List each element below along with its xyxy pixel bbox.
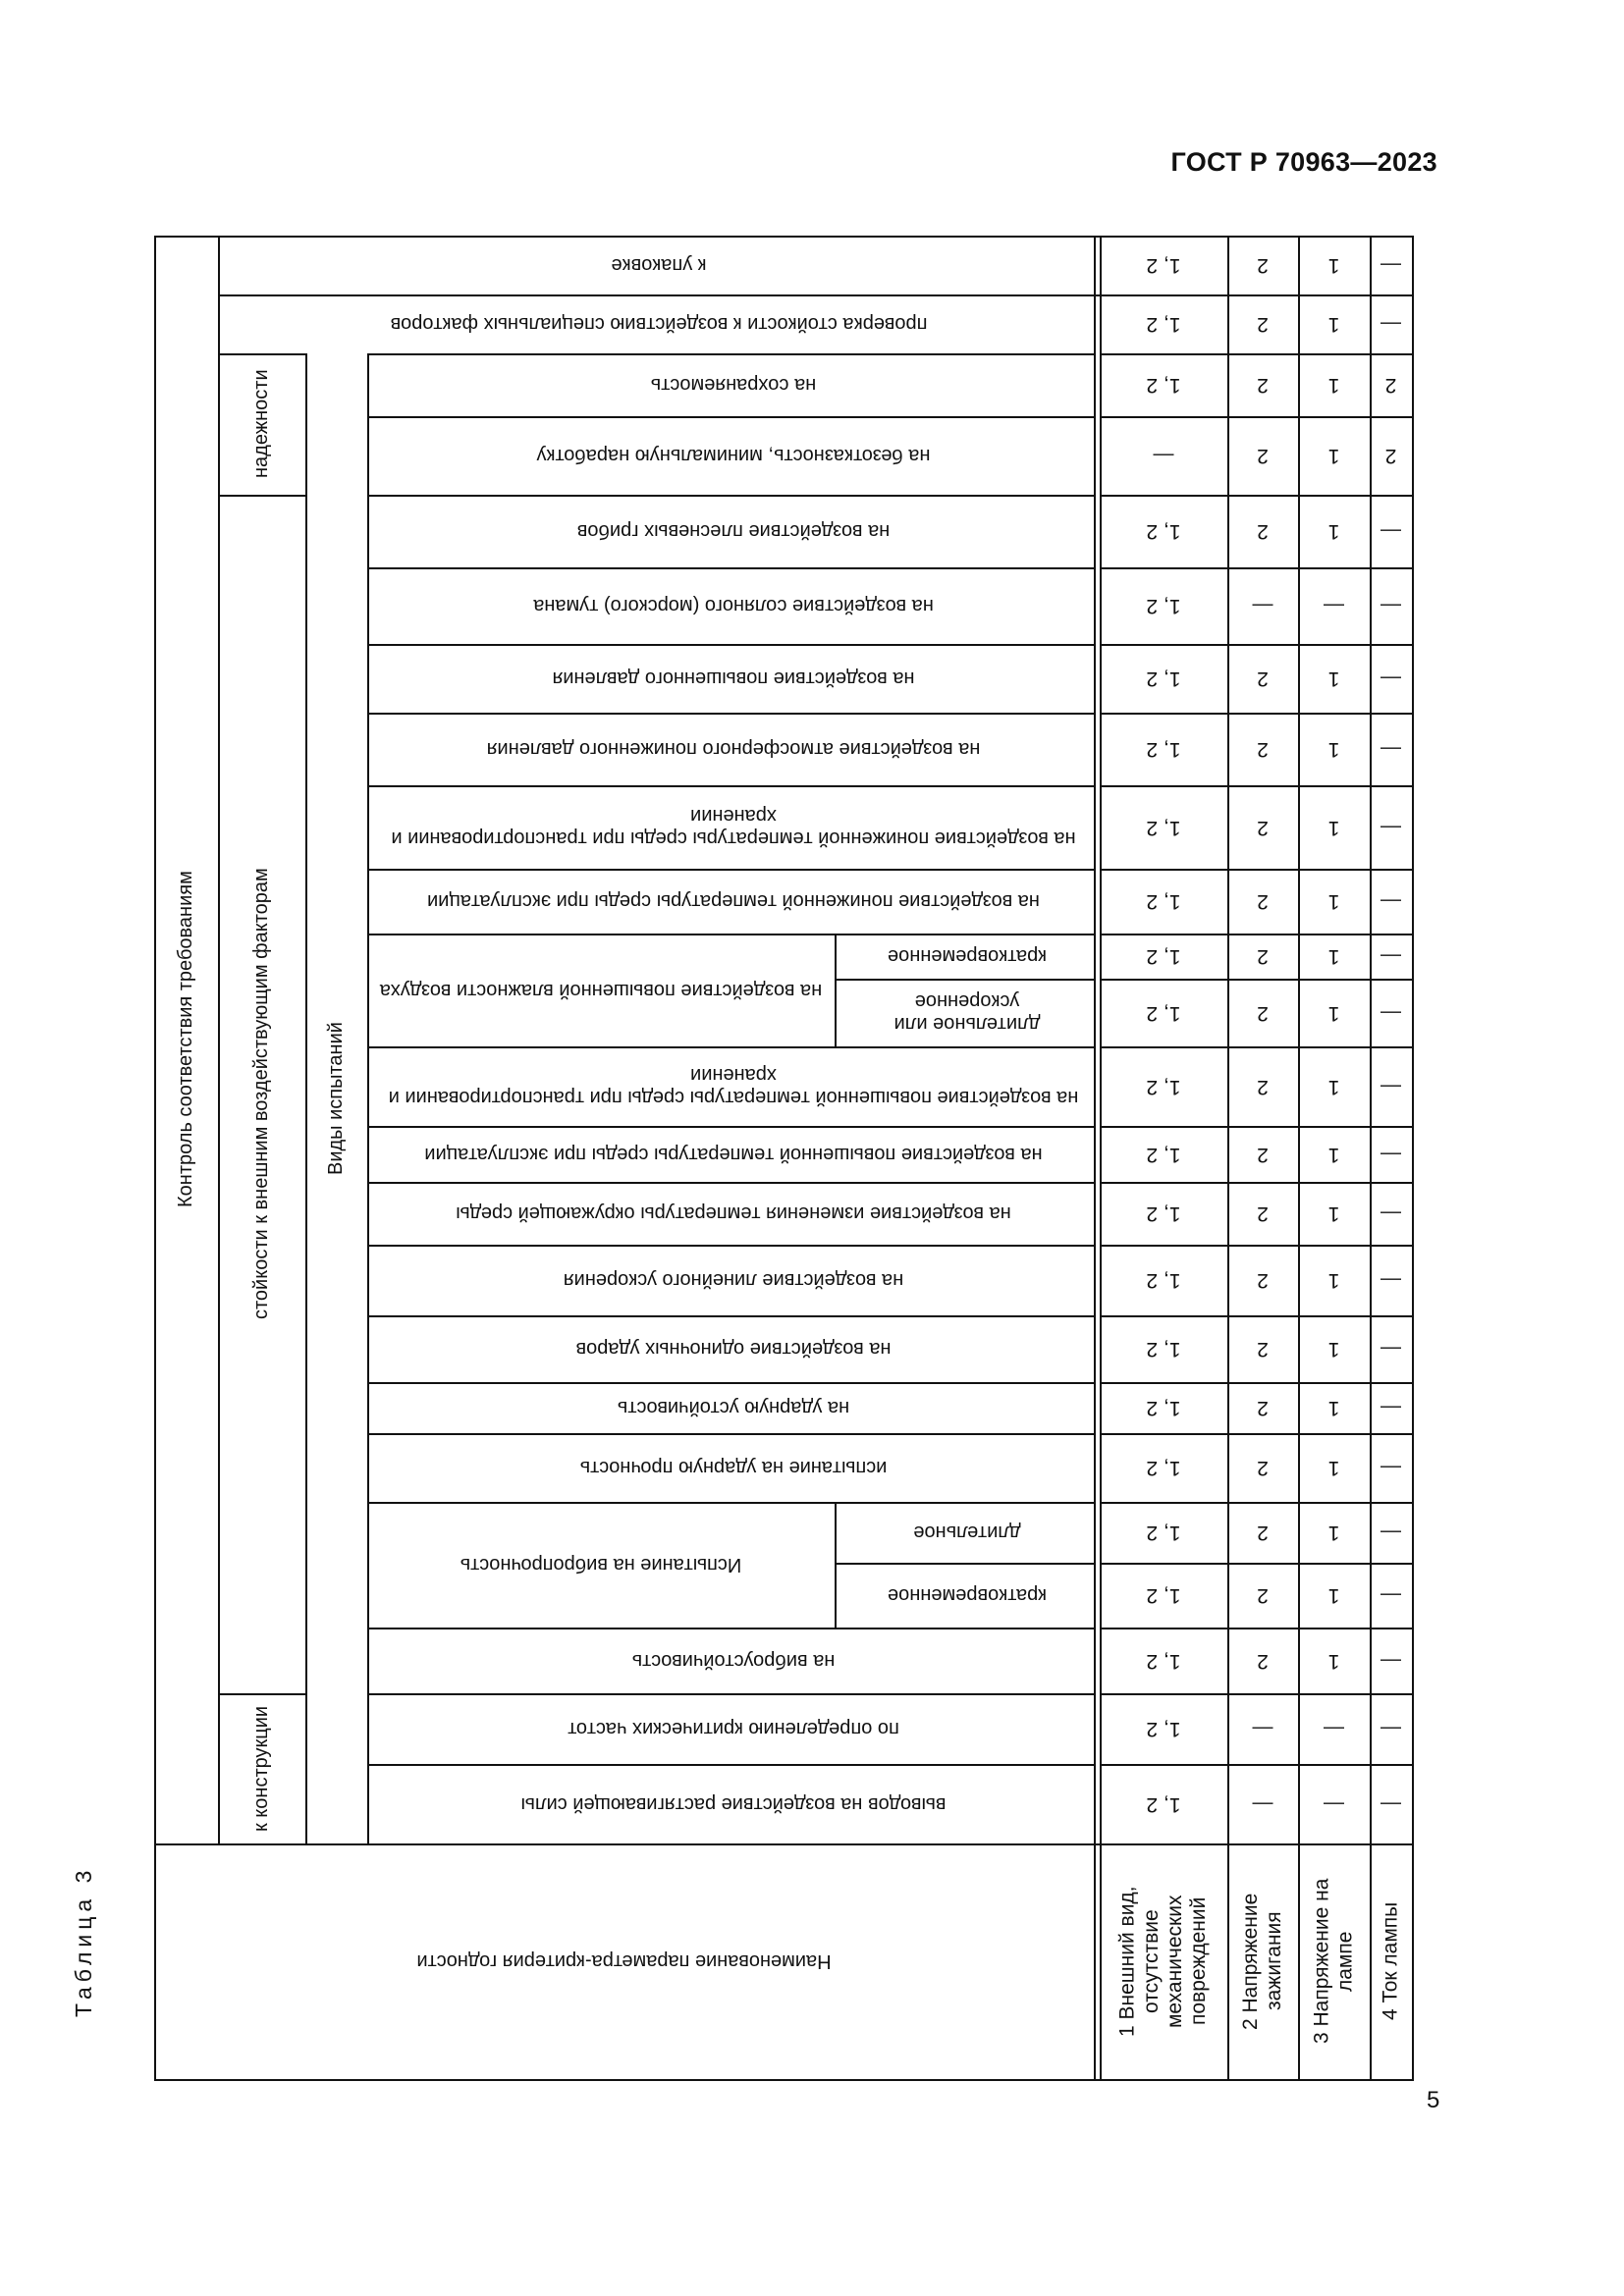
param-col-header: 3 Напряжение на лампе xyxy=(1310,1878,1357,2045)
row-value: 1 xyxy=(1327,1075,1340,1098)
row-value: — xyxy=(1252,1718,1273,1741)
row-value: — xyxy=(1380,738,1401,762)
group-reliability: надежности xyxy=(250,369,272,479)
row-value: 2 xyxy=(1257,520,1269,544)
param-col-header: 1 Внешний вид, отсутствие механических повреждений xyxy=(1115,1886,1211,2037)
row-label: на воздействие повышенного давления xyxy=(552,667,915,690)
row-value: 2 xyxy=(1257,890,1269,914)
row-label: на воздействие изменения температуры окружающей среды xyxy=(456,1202,1011,1225)
row-value: — xyxy=(1380,254,1401,278)
row-label: на сохраняемость xyxy=(650,374,817,397)
row-value: 1, 2 xyxy=(1146,520,1181,544)
row-value: 2 xyxy=(1257,1269,1269,1293)
row-value: 1, 2 xyxy=(1146,816,1181,839)
row-value: 1 xyxy=(1327,1522,1340,1545)
test-types-label: Виды испытаний xyxy=(325,1022,347,1175)
row-value: 1, 2 xyxy=(1146,667,1181,691)
table-rule xyxy=(835,1502,837,1628)
row-label: проверка стойкости к воздействию специальных факторов xyxy=(390,313,928,336)
group-construction: к конструкции xyxy=(250,1705,272,1832)
row-value: — xyxy=(1380,1143,1401,1166)
row-value: 2 xyxy=(1257,816,1269,839)
table-caption: Таблица 3 xyxy=(71,1865,96,2017)
row-value: 1 xyxy=(1327,1269,1340,1293)
row-value: — xyxy=(1380,667,1401,691)
row-value: 1, 2 xyxy=(1146,1143,1181,1166)
row-value: — xyxy=(1252,1792,1273,1816)
row-value: — xyxy=(1252,595,1273,618)
row-label: на воздействие повышенной температуры среды при эксплуатации xyxy=(424,1144,1043,1165)
row-label: на воздействие соляного (морского) тумана xyxy=(533,595,934,617)
row-value: — xyxy=(1380,1397,1401,1420)
row-value: 1, 2 xyxy=(1146,1792,1181,1816)
row-value: 2 xyxy=(1257,445,1269,468)
row-label: испытание на ударную прочность xyxy=(579,1457,888,1479)
row-value: 1, 2 xyxy=(1146,1075,1181,1098)
row-value: 1 xyxy=(1327,738,1340,762)
row-value: 1, 2 xyxy=(1146,254,1181,278)
row-value: — xyxy=(1324,1792,1344,1816)
row-value: — xyxy=(1380,1202,1401,1226)
row-value: — xyxy=(1324,1718,1344,1741)
row-value: 1, 2 xyxy=(1146,1457,1181,1480)
row-value: 2 xyxy=(1257,1202,1269,1226)
row-value: 1 xyxy=(1327,445,1340,468)
param-col-header: 2 Напряжение зажигания xyxy=(1238,1893,1285,2030)
row-value: — xyxy=(1380,1338,1401,1362)
group-external: стойкости к внешним воздействующим факторам xyxy=(250,868,272,1320)
row-label: на воздействие пониженной температуры среды при эксплуатации xyxy=(427,890,1040,913)
row-label: к упаковке xyxy=(611,254,707,277)
row-value: 2 xyxy=(1257,1143,1269,1166)
row-value: — xyxy=(1324,595,1344,618)
row-value: — xyxy=(1380,1269,1401,1293)
row-value: 1 xyxy=(1327,1584,1340,1608)
row-value: 1, 2 xyxy=(1146,1718,1181,1741)
row-value: 2 xyxy=(1257,1522,1269,1545)
row-value: 2 xyxy=(1257,1397,1269,1420)
row-label: на безотказность, минимальную наработку xyxy=(536,445,931,467)
row-value: 2 xyxy=(1384,374,1397,398)
page-number: 5 xyxy=(1427,2087,1440,2113)
row-value: — xyxy=(1380,1457,1401,1480)
humidity-label: на воздействие повышенной влажности воздуха xyxy=(379,980,823,1001)
row-label: на воздействие плесневых грибов xyxy=(576,520,891,543)
row-value: 1 xyxy=(1327,1338,1340,1362)
row-value: — xyxy=(1380,945,1401,969)
row-label: на воздействие атмосферного пониженного давления xyxy=(486,738,981,761)
row-value: — xyxy=(1153,445,1174,468)
row-value: — xyxy=(1380,1649,1401,1673)
row-value: — xyxy=(1380,520,1401,544)
row-value: — xyxy=(1380,1075,1401,1098)
row-value: 1 xyxy=(1327,313,1340,337)
row-value: 1 xyxy=(1327,667,1340,691)
vibro-strength-label: Испытание на вибропрочность xyxy=(460,1554,742,1576)
row-value: 1, 2 xyxy=(1146,1269,1181,1293)
standard-header: ГОСТ Р 70963—2023 xyxy=(1170,147,1437,177)
row-value: 2 xyxy=(1257,1584,1269,1608)
row-value: 1, 2 xyxy=(1146,313,1181,337)
row-value: 2 xyxy=(1257,945,1269,969)
row-value: — xyxy=(1380,1718,1401,1741)
row-value: 1, 2 xyxy=(1146,1202,1181,1226)
row-value: 1, 2 xyxy=(1146,738,1181,762)
row-value: 1 xyxy=(1327,890,1340,914)
row-value: 2 xyxy=(1257,254,1269,278)
group-top-label: Контроль соответствия требованиям xyxy=(175,871,196,1208)
row-value: 1, 2 xyxy=(1146,1522,1181,1545)
row-value: 2 xyxy=(1257,667,1269,691)
row-label: кратковременное xyxy=(888,945,1047,968)
row-label: длительное или ускоренное xyxy=(893,990,1041,1036)
row-value: 1 xyxy=(1327,816,1340,839)
param-header: Наименование параметра-критерия годности xyxy=(416,1950,832,1973)
row-value: 2 xyxy=(1257,313,1269,337)
row-label: на воздействие линейного ускорения xyxy=(563,1269,904,1292)
param-col-header: 4 Ток лампы xyxy=(1379,1901,1402,2021)
row-value: 1, 2 xyxy=(1146,1584,1181,1608)
row-value: — xyxy=(1380,1522,1401,1545)
row-value: — xyxy=(1380,1792,1401,1816)
row-value: 1 xyxy=(1327,254,1340,278)
row-value: 1 xyxy=(1327,520,1340,544)
row-value: — xyxy=(1380,313,1401,337)
row-label: длительное xyxy=(913,1522,1021,1544)
row-value: 1 xyxy=(1327,1202,1340,1226)
row-value: 1 xyxy=(1327,1143,1340,1166)
row-value: — xyxy=(1380,816,1401,839)
row-value: 2 xyxy=(1257,1001,1269,1025)
row-label: на ударную устойчивость xyxy=(617,1397,850,1419)
row-value: 1, 2 xyxy=(1146,374,1181,398)
table-rule xyxy=(835,934,837,1046)
row-value: 1, 2 xyxy=(1146,945,1181,969)
row-value: 1 xyxy=(1327,374,1340,398)
table-rule xyxy=(154,2079,1414,2081)
row-value: — xyxy=(1380,890,1401,914)
table-rule xyxy=(1412,236,1414,2079)
row-label: на воздействие одиночных ударов xyxy=(575,1338,892,1361)
table-rule xyxy=(1094,236,1096,2079)
row-value: 2 xyxy=(1257,1075,1269,1098)
row-value: 2 xyxy=(1384,445,1397,468)
row-value: 2 xyxy=(1257,738,1269,762)
row-value: 1, 2 xyxy=(1146,1649,1181,1673)
row-value: 1 xyxy=(1327,1397,1340,1420)
row-label: на виброустойчивость xyxy=(631,1650,836,1672)
row-value: 1, 2 xyxy=(1146,595,1181,618)
row-value: 1 xyxy=(1327,1649,1340,1673)
row-value: 1 xyxy=(1327,1457,1340,1480)
row-value: 1, 2 xyxy=(1146,890,1181,914)
row-value: 2 xyxy=(1257,1457,1269,1480)
row-label: кратковременное xyxy=(888,1584,1047,1607)
row-value: 2 xyxy=(1257,1338,1269,1362)
row-value: 2 xyxy=(1257,1649,1269,1673)
row-value: — xyxy=(1380,595,1401,618)
row-value: 1, 2 xyxy=(1146,1338,1181,1362)
row-value: 2 xyxy=(1257,374,1269,398)
row-label: по определению критических частот xyxy=(568,1718,899,1740)
row-label: на воздействие повышенной температуры среды при транспортировании и хранении xyxy=(388,1064,1079,1109)
row-value: — xyxy=(1380,1584,1401,1608)
row-value: — xyxy=(1380,1001,1401,1025)
row-value: 1 xyxy=(1327,1001,1340,1025)
row-value: 1, 2 xyxy=(1146,1397,1181,1420)
row-label: на воздействие пониженной температуры среды при транспортировании и хранении xyxy=(391,805,1076,850)
row-value: 1, 2 xyxy=(1146,1001,1181,1025)
row-label: выводов на воздействие растягивающей силы xyxy=(520,1793,947,1815)
row-value: 1 xyxy=(1327,945,1340,969)
